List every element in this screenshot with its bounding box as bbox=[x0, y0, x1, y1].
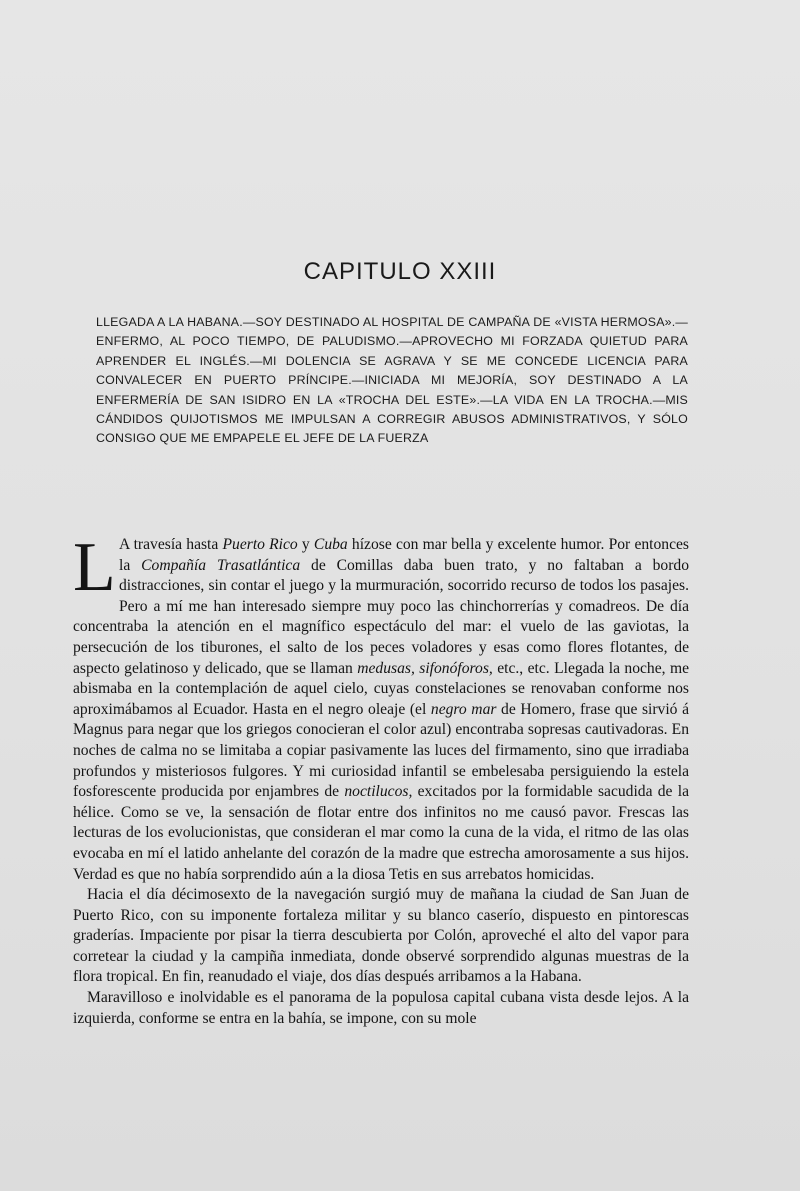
drop-cap: L bbox=[73, 529, 116, 606]
p1-text-g: excitados por la formidable sacudida de la hélice. Como se ve, la sensación de flotar entre dos infinitos no me causó pavor. Frescas las lecturas de los evolucionistas, que consideran el mar como la cuna de la vida, el ritmo de las olas evocaba en mí el latido anhelante del corazón de la madre que estrecha amorosamente a sus hijos. Verdad es que no había sorprendido aún a la diosa Tetis en sus arrebatos homicidas. bbox=[73, 783, 689, 883]
p1-italic-noctilucos: noctilucos, bbox=[344, 783, 413, 801]
chapter-title: CAPITULO XXIII bbox=[303, 258, 497, 285]
p1-text-e: etc., etc. Llegada la noche, me abismaba en la contemplación de aquel cielo, cuyas constelaciones se renovaban conforme nos aproximábamos al Ecuador. Hasta en el negro oleaje (el bbox=[73, 659, 690, 718]
p1-text-f: de Homero, frase que sirvió á Magnus para negar que los griegos conocieran el color azul) encontraba sopresas cautivadoras. En noches de calma no se limitaba a copiar pasivamente las luces del firmamento, sino que irradiaba profundos y misteriosos fulgores. Y mi curiosidad infantil se embelesaba persiguiendo la estela fosforescente producida por enjambres de bbox=[73, 700, 690, 801]
p1-text-d: de Comillas daba buen trato, y no faltaban a bordo distracciones, sin contar el juego y la murmuración, socorrido recurso de todos los pasajes. Pero a mí me han interesado siempre muy poco las chinchorrerías y comadreos. De día concentraba la atención en el magnífico espectáculo del mar: el vuelo de las gaviotas, la persecución de los tiburones, el salto de los peces voladores y esas como flores flotantes, de aspecto gelatinoso y delicado, que se llaman bbox=[73, 556, 689, 677]
p1-italic-medusas: medusas, sifonóforos, bbox=[357, 659, 493, 677]
paragraph-2: Hacia el día décimosexto de la navegación surgió muy de mañana la ciudad de San Juan de Puerto Rico, con su imponente fortaleza militar y su blanco caserío, dispuesto en pintorescas graderías. Impaciente por pisar la tierra descubierta por Colón, aproveché el alto del vapor para corretear la ciudad y la campiña inmediata, donde observé sorprendido algunas muestras de la flora tropical. En fin, reanudado el viaje, dos días después arribamos a la Habana. bbox=[73, 886, 689, 986]
paragraph-1 bbox=[73, 529, 690, 885]
chapter-summary-text: LLEGADA A LA HABANA.—SOY DESTINADO AL HOSPITAL DE CAMPAÑA DE «VISTA HERMOSA».—ENFERMO, AL POCO TIEMPO, DE PALUDISMO.—APROVECHO MI FORZADA QUIETUD PARA APRENDER EL INGLÉS.—MI DOLENCIA SE AGRAVA Y SE ME CONCEDE LICENCIA PARA CONVALECER EN PUERTO PRÍNCIPE.—INICIADA MI MEJORÍA, SOY DESTINADO A LA ENFERMERÍA DE SAN ISIDRO EN LA «TROCHA DEL ESTE».—LA VIDA EN LA TROCHA.—MIS CÁNDIDOS QUIJOTISMOS ME IMPULSAN A CORREGIR ABUSOS ADMINISTRATIVOS, Y SÓLO CONSIGO QUE ME EMPAPELE EL JEFE DE LA FUERZA bbox=[96, 315, 688, 446]
p1-text-c: hízose con mar bella y excelente humor. Por entonces la bbox=[119, 536, 689, 574]
body-text bbox=[73, 529, 690, 1029]
p1-text-a: A travesía hasta bbox=[119, 536, 223, 553]
p1-text-b: y bbox=[297, 536, 314, 553]
p1-italic-compania: Compañía Trasatlántica bbox=[141, 556, 301, 574]
p1-italic-cuba: Cuba bbox=[313, 536, 348, 553]
paragraph-3: Maravilloso e inolvidable es el panorama de la populosa capital cubana vista desde lejos. A la izquierda, conforme se entra en la bahía, se impone, con su mole bbox=[73, 989, 689, 1027]
p1-italic-puerto-rico: Puerto Rico bbox=[222, 536, 298, 553]
chapter-summary bbox=[96, 313, 688, 449]
p1-italic-negro-mar: negro mar bbox=[430, 700, 497, 718]
